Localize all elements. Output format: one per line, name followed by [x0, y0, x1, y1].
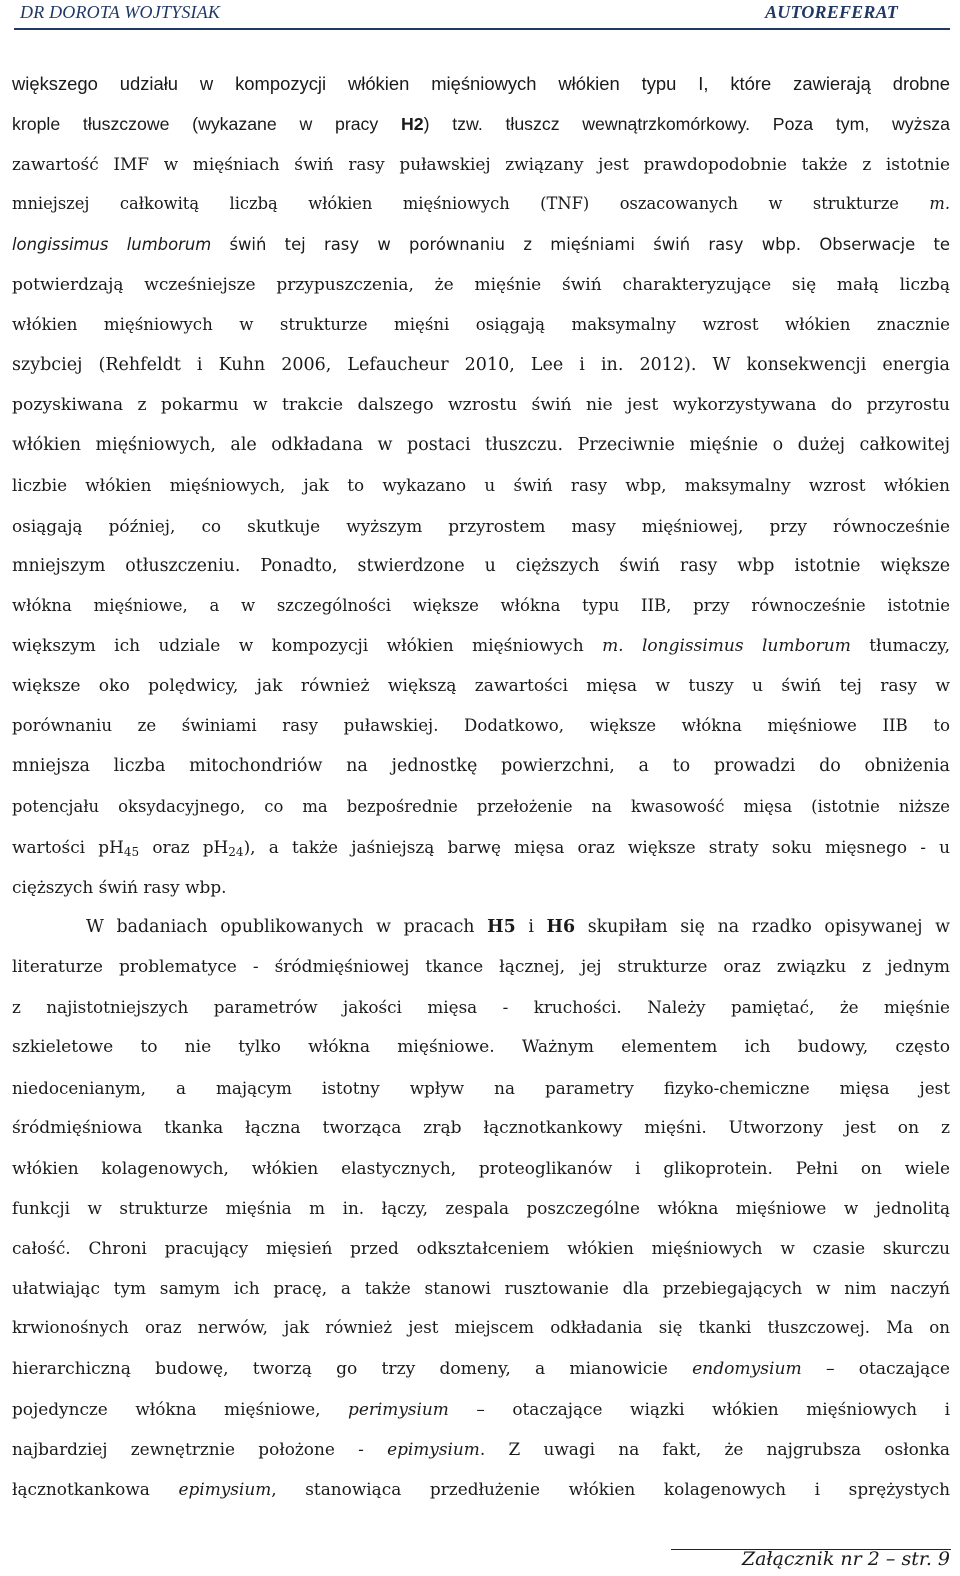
text-run: potencjału oksydacyjnego, co ma bezpośrednie przełożenie na kwasowość mięsa (istotnie niższe — [12, 796, 950, 816]
text-line — [12, 425, 950, 465]
text-line — [12, 225, 950, 265]
text-run: oraz pH — [139, 836, 229, 857]
text-run: łącznotkankowa — [12, 1478, 179, 1499]
latin-term: epimysium — [178, 1478, 272, 1499]
text-line — [12, 1108, 950, 1148]
text-line — [12, 947, 950, 987]
text-run: krople tłuszczowe (wykazane w pracy — [12, 114, 401, 135]
text-line — [12, 546, 950, 586]
text-line — [12, 1148, 950, 1188]
text-run: włókien mięśniowych, ale odkładana w postaci tłuszczu. Przeciwnie mięśnie o dużej całkowitej — [12, 435, 950, 456]
page-footer: Załącznik nr 2 – str. 9 — [741, 1548, 950, 1570]
text-run: szkieletowe to nie tylko włókna mięśniowe. Ważnym elementem ich budowy, często — [12, 1037, 950, 1058]
text-run: włókna mięśniowe, a w szczególności większe włókna typu IIB, przy równocześnie istotnie — [12, 595, 950, 615]
text-line — [12, 465, 950, 505]
text-line — [12, 1389, 950, 1429]
text-run: włókien kolagenowych, włókien elastycznych, proteoglikanów i glikoprotein. Pełni on wiele — [12, 1157, 950, 1178]
text-line — [12, 1349, 950, 1389]
text-line — [12, 586, 950, 626]
page-header — [0, 0, 960, 30]
text-line — [12, 1469, 950, 1509]
text-run: pozyskiwana z pokarmu w trakcie dalszego wzrostu świń nie jest wykorzystywana do przyrostu — [12, 395, 950, 416]
text-run: mniejszej całkowitą liczbą włókien mięśniowych (TNF) oszacowanych w strukturze — [12, 194, 930, 214]
text-run: funkcji w strukturze mięśnia m in. łączy, zespala poszczególne włókna mięśniowe w jednolitą — [12, 1197, 950, 1218]
text-run: śródmięśniowa tkanka łączna tworząca zrąb łącznotkankowy mięśni. Utworzony jest on z — [12, 1117, 950, 1138]
latin-term: perimysium — [348, 1398, 449, 1419]
text-line — [12, 1027, 950, 1067]
text-line — [12, 184, 950, 224]
latin-term: epimysium — [387, 1438, 480, 1459]
text-line — [12, 144, 950, 184]
text-run: zawartość IMF w mięśniach świń rasy puławskiej związany jest prawdopodobnie także z istotnie — [12, 154, 950, 175]
latin-term: m. longissimus lumborum — [602, 635, 851, 656]
header-author: DR DOROTA WOJTYSIAK — [20, 2, 221, 22]
text-line — [12, 506, 950, 546]
text-line — [12, 385, 950, 425]
text-run: porównaniu ze świniami rasy puławskiej. Dodatkowo, większe włókna mięśniowe IIB to — [12, 716, 950, 736]
text-line — [12, 787, 950, 827]
text-run: z najistotniejszych parametrów jakości mięsa - kruchości. Należy pamiętać, że mięśnie — [12, 997, 950, 1018]
text-line — [12, 867, 950, 907]
text-run: . Z uwagi na fakt, że najgrubsza osłonka — [479, 1438, 950, 1459]
text-run: cięższych świń rasy wbp. — [12, 876, 227, 897]
subscript: 45 — [123, 844, 140, 859]
text-line — [12, 345, 950, 385]
text-line — [12, 64, 950, 104]
text-run: świń tej rasy w porównaniu z mięśniami świń rasy wbp. Obserwacje te — [211, 234, 950, 254]
text-line — [12, 1188, 950, 1228]
text-run: większego udziału w kompozycji włókien mięśniowych włókien typu I, które zawierają drobne — [12, 73, 950, 94]
text-run: włókien mięśniowych w strukturze mięśni osiągają maksymalny wzrost włókien znacznie — [12, 314, 950, 334]
text-line — [12, 265, 950, 305]
text-run: ) tzw. tłuszcz wewnątrzkomórkowy. Poza tym, wyższa — [423, 114, 950, 135]
text-line — [12, 987, 950, 1027]
text-run: mniejsza liczba mitochondriów na jednostkę powierzchni, a to prowadzi do obniżenia — [12, 756, 950, 777]
text-run: hierarchiczną budowę, tworzą go trzy domeny, a mianowicie — [12, 1358, 693, 1379]
paragraph-1 — [12, 64, 950, 907]
text-run: – otaczające — [801, 1358, 951, 1379]
text-run: ułatwiając tym samym ich pracę, a także stanowi rusztowanie dla przebiegających w nim naczyń — [12, 1278, 950, 1299]
text-line — [12, 827, 950, 867]
text-run: literaturze problematyce - śródmięśniowej tkance łącznej, jej strukturze oraz związku z jednym — [12, 957, 950, 978]
latin-term: m. — [929, 194, 950, 214]
text-run: większe oko polędwicy, jak również większą zawartości mięsa w tuszy u świń tej rasy w — [12, 676, 950, 697]
text-run: i — [515, 916, 547, 937]
text-line — [12, 305, 950, 345]
text-run: , stanowiąca przedłużenie włókien kolagenowych i sprężystych — [271, 1478, 950, 1499]
text-run: osiągają później, co skutkuje wyższym przyrostem masy mięśniowej, przy równocześnie — [12, 515, 950, 536]
publication-ref: H2 — [401, 114, 424, 135]
header-title: AUTOREFERAT — [765, 2, 898, 22]
text-run: najbardziej zewnętrznie położone - — [12, 1438, 388, 1459]
text-run: tłumaczy, — [850, 635, 951, 656]
text-run: ), a także jaśniejszą barwę mięsa oraz większe straty soku mięsnego - u — [243, 836, 951, 857]
text-run: mniejszym otłuszczeniu. Ponadto, stwierdzone u cięższych świń rasy wbp istotnie większe — [12, 555, 950, 576]
document-body — [12, 64, 950, 1509]
text-line — [12, 746, 950, 786]
subscript: 24 — [228, 844, 244, 859]
text-line — [12, 706, 950, 746]
text-line — [12, 666, 950, 706]
text-run: skupiłam się na rzadko opisywanej w — [575, 916, 950, 937]
latin-term: longissimus lumborum — [12, 234, 212, 254]
text-line — [12, 1068, 950, 1108]
latin-term: endomysium — [692, 1358, 802, 1379]
header-rule — [14, 28, 950, 30]
text-line — [12, 104, 950, 144]
text-run: szybciej (Rehfeldt i Kuhn 2006, Lefaucheur 2010, Lee i in. 2012). W konsekwencji energia — [12, 354, 950, 375]
publication-ref: H6 — [546, 916, 576, 937]
text-line — [12, 626, 950, 666]
text-run: niedocenianym, a mającym istotny wpływ na parametry fizyko-chemiczne mięsa jest — [12, 1077, 950, 1098]
text-run: liczbie włókien mięśniowych, jak to wykazano u świń rasy wbp, maksymalny wzrost włókien — [12, 475, 950, 496]
text-run: potwierdzają wcześniejsze przypuszczenia, że mięśnie świń charakteryzujące się małą liczbą — [12, 274, 950, 295]
text-run: W badaniach opublikowanych w pracach — [86, 916, 488, 937]
text-line — [12, 1308, 950, 1348]
publication-ref: H5 — [487, 916, 516, 937]
text-line — [12, 1429, 950, 1469]
text-run: krwionośnych oraz nerwów, jak również jest miejscem odkładania się tkanki tłuszczowej. Ma on — [12, 1318, 950, 1338]
text-run: wartości pH — [12, 836, 124, 857]
text-line — [12, 907, 950, 947]
text-line — [12, 1228, 950, 1268]
text-run: – otaczające wiązki włókien mięśniowych i — [448, 1398, 950, 1419]
text-run: większym ich udziale w kompozycji włókien mięśniowych — [12, 635, 603, 656]
text-line — [12, 1268, 950, 1308]
text-run: całość. Chroni pracujący mięsień przed odkształceniem włókien mięśniowych w czasie skurczu — [12, 1238, 950, 1259]
paragraph-2 — [12, 907, 950, 1509]
text-run: pojedyncze włókna mięśniowe, — [12, 1398, 349, 1419]
